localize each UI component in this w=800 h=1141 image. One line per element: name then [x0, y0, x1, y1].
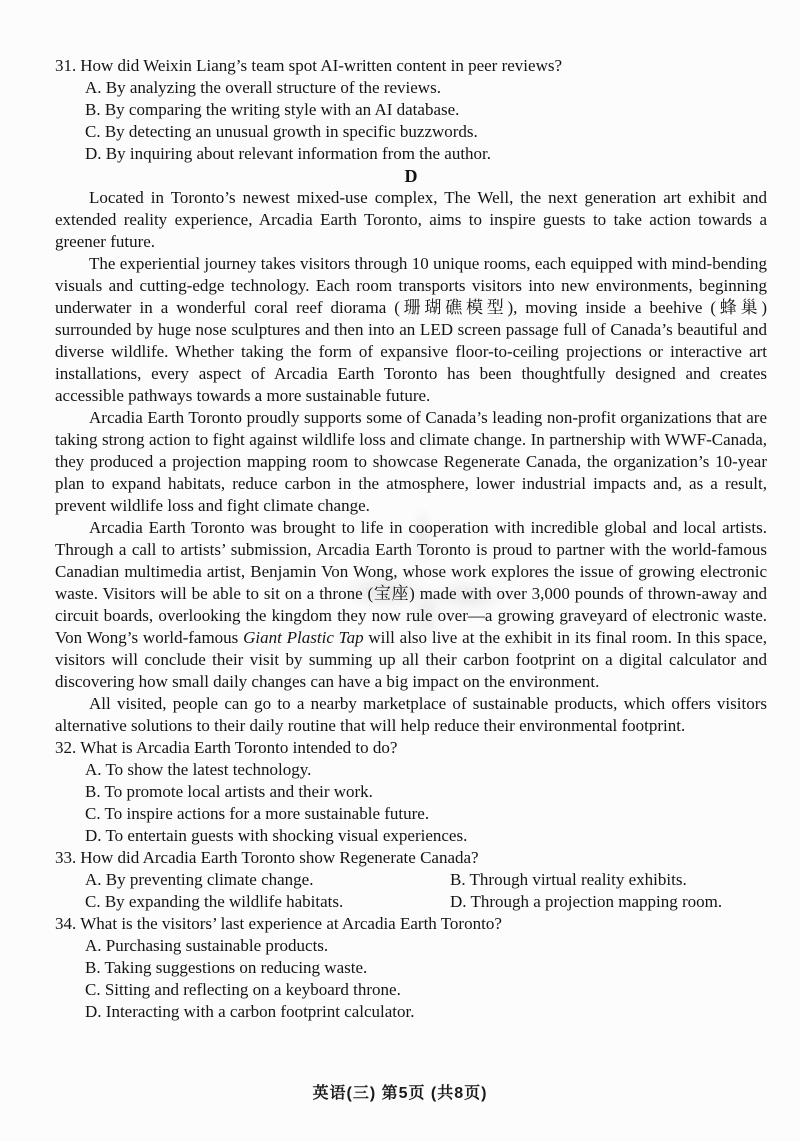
question-number: 32. [55, 738, 77, 757]
paragraph-4-after: will also live at the exhibit in its final room. In this space, visitors will conclude their visit by summing up all their carbon footprint on a digital calculator and discovering how small daily changes can have a big impact on the environment. [55, 628, 768, 691]
question-text: How did Arcadia Earth Toronto show Regenerate Canada? [80, 848, 479, 867]
question-32-stem [55, 737, 767, 759]
option-a: A. Purchasing sustainable products. [85, 936, 329, 955]
option-a: A. By preventing climate change. [85, 870, 314, 889]
option-d: D. Interacting with a carbon footprint calculator. [85, 1002, 415, 1021]
paragraph-4-before: Arcadia Earth Toronto was brought to life in cooperation with incredible global and local artists. Through a call to artists’ submission, Arcadia Earth Toronto is proud to partner with the world-famous Canadian multimedia artist, Benjamin Von Wong, whose work explores the issue of growing electronic waste. Visitors will be able to sit on a throne (宝座) made with over 3,000 pounds of thrown-away and circuit boards, overlooking the kingdom they now rule over—a growing graveyard of electronic waste. Von Wong’s world-famous [55, 518, 767, 647]
question-33-stem [55, 847, 767, 869]
section-d-heading: D [404, 166, 418, 186]
book-title-italic: Giant Plastic Tap [243, 628, 364, 647]
passage-paragraph-5: All visited, people can go to a nearby marketplace of sustainable products, which offers visitors alternative solutions to their daily routine that will help reduce their environmental footprint. [55, 694, 767, 735]
page-content [55, 55, 767, 1023]
passage-paragraph-2: The experiential journey takes visitors through 10 unique rooms, each equipped with mind-bending visuals and cutting-edge technology. Each room transports visitors into new environments, beginning underwater in a wonderful coral reef diorama (珊瑚礁模型), moving inside a beehive (蜂巢) surrounded by huge nose sculptures and then into an LED screen passage full of Canada’s beautiful and diverse wildlife. Whether taking the form of expansive floor-to-ceiling projections or interactive art installations, every aspect of Arcadia Earth Toronto has been thoughtfully designed and creates accessible pathways towards a more sustainable future. [55, 254, 767, 405]
option-c: C. By detecting an unusual growth in specific buzzwords. [85, 122, 478, 141]
option-c: C. Sitting and reflecting on a keyboard throne. [85, 980, 401, 999]
page-footer: 英语(三) 第5页 (共8页) [312, 1085, 488, 1102]
question-34 [55, 913, 767, 1023]
question-34-options [55, 935, 767, 1023]
question-text: What is the visitors’ last experience at Arcadia Earth Toronto? [80, 914, 502, 933]
question-31-stem [55, 55, 767, 77]
option-c: C. To inspire actions for a more sustainable future. [85, 804, 430, 823]
question-33-options [55, 869, 767, 913]
question-number: 33. [55, 848, 77, 867]
question-31 [55, 55, 767, 165]
option-b: B. Through virtual reality exhibits. [450, 870, 687, 889]
question-text: How did Weixin Liang’s team spot AI-written content in peer reviews? [80, 56, 563, 75]
option-d: D. To entertain guests with shocking visual experiences. [85, 826, 468, 845]
option-d: D. By inquiring about relevant information from the author. [85, 144, 492, 163]
option-b: B. By comparing the writing style with an AI database. [85, 100, 460, 119]
question-34-stem [55, 913, 767, 935]
option-b: B. To promote local artists and their work. [85, 782, 373, 801]
option-d: D. Through a projection mapping room. [450, 892, 723, 911]
question-33 [55, 847, 767, 913]
passage-paragraph-1: Located in Toronto’s newest mixed-use complex, The Well, the next generation art exhibit and extended reality experience, Arcadia Earth Toronto, aims to inspire guests to take action towards a greener future. [55, 188, 767, 251]
option-c: C. By expanding the wildlife habitats. [85, 892, 344, 911]
option-a: A. By analyzing the overall structure of the reviews. [85, 78, 441, 97]
passage-paragraph-3: Arcadia Earth Toronto proudly supports some of Canada’s leading non-profit organizations that are taking strong action to fight against wildlife loss and climate change. In partnership with WWF-Canada, they produced a projection mapping room to showcase Regenerate Canada, the organization’s 10-year plan to expand habitats, reduce carbon in the atmosphere, lower industrial impacts and, as a result, prevent wildlife loss and fight climate change. [55, 408, 767, 515]
question-31-options [55, 77, 767, 165]
option-a: A. To show the latest technology. [85, 760, 312, 779]
option-b: B. Taking suggestions on reducing waste. [85, 958, 368, 977]
question-number: 34. [55, 914, 77, 933]
question-32 [55, 737, 767, 847]
question-text: What is Arcadia Earth Toronto intended to do? [80, 738, 398, 757]
question-32-options [55, 759, 767, 847]
question-number: 31. [55, 56, 77, 75]
passage-paragraph-4 [55, 517, 767, 693]
